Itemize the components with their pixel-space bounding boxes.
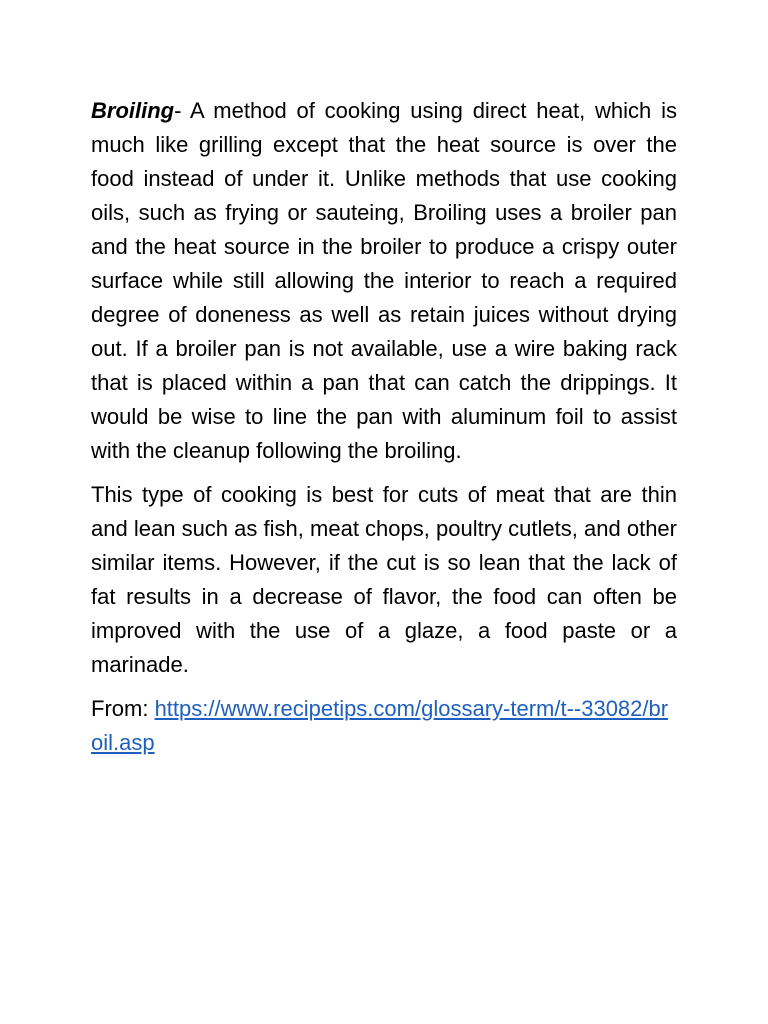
document-body (91, 94, 677, 760)
term-heading: Broiling (91, 98, 175, 123)
definition-text: - A method of cooking using direct heat, which is much like grilling except that the heat source is over the food instead of under it. Unlike methods that use cooking oils, such as frying or sauteing, Broiling uses a broiler pan and the heat source in the broiler to produce a crispy outer surface while still allowing the interior to reach a required degree of doneness as well as retain juices without drying out. If a broiler pan is not available, use a wire baking rack that is placed within a pan that can catch the drippings. It would be wise to line the pan with aluminum foil to assist with the cleanup following the broiling. (91, 98, 677, 463)
definition-paragraph (91, 94, 677, 468)
source-line (91, 692, 677, 760)
source-label: From: (91, 696, 155, 721)
source-link[interactable]: https://www.recipetips.com/glossary-term/t--33082/broil.asp (91, 696, 669, 755)
usage-paragraph: This type of cooking is best for cuts of meat that are thin and lean such as fish, meat chops, poultry cutlets, and other similar items. However, if the cut is so lean that the lack of fat results in a decrease of flavor, the food can often be improved with the use of a glaze, a food paste or a marinade. (91, 482, 677, 677)
